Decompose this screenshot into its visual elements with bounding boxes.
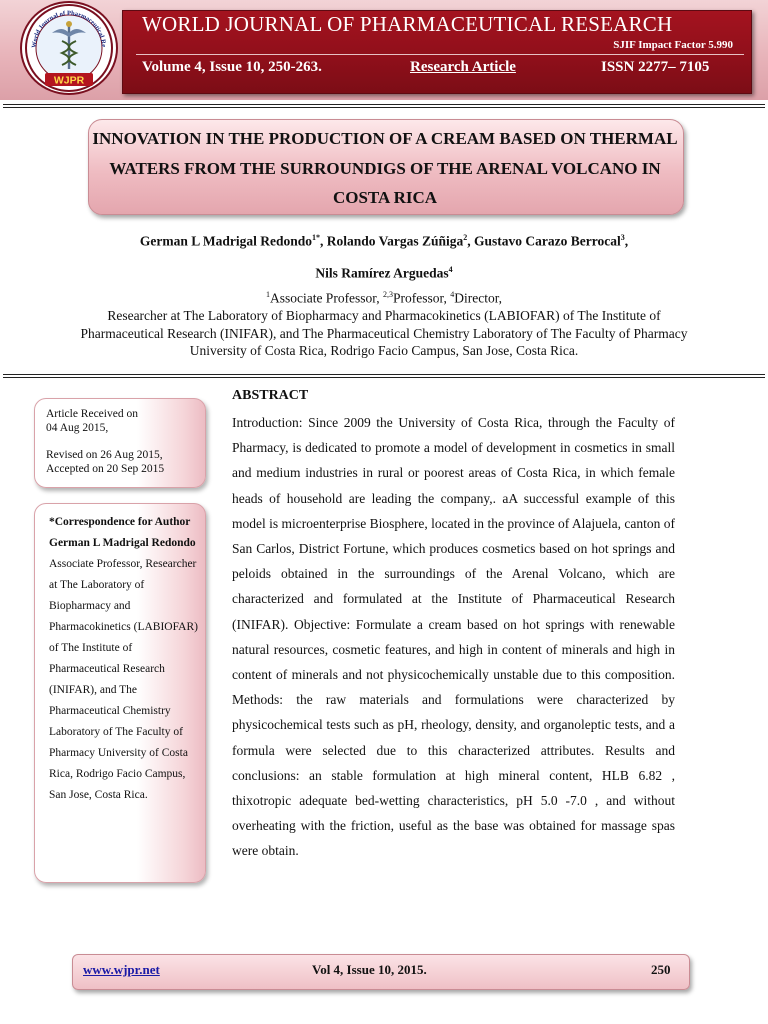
- page-number: 250: [651, 962, 671, 977]
- revised-date: Revised on 26 Aug 2015,: [46, 449, 163, 461]
- affil-sup: 1: [265, 290, 270, 299]
- affil-sup: 2,3: [383, 290, 394, 299]
- journal-website-link[interactable]: www.wjpr.net: [83, 962, 160, 977]
- issn: ISSN 2277– 7105: [601, 59, 710, 75]
- accepted-date: Accepted on 20 Sep 2015: [46, 463, 165, 475]
- journal-logo: [22, 3, 116, 93]
- volume-pages: Volume 4, Issue 10, 250-263.: [142, 59, 322, 75]
- correspondence-name: German L Madrigal Redondo: [49, 537, 196, 549]
- abstract-text: Introduction: Since 2009 the University of Costa Rica, through the Faculty of Pharmacy, is dedicated to promote a model of development in cosmetics in small and medium industries in rural or poorest areas of Costa Rica, in which female heads of household are leading the company,. aA successful example of this model is microenterprise Biosphere, located in the province of Alajuela, canton of San Carlos, District Fortune, which produces cosmetics based on hot springs and peloids obtained in the surroundings of the Arenal Volcano, which are characterized and formulated at the Institute of Pharmaceutical Research (INIFAR). Objective: Formulate a cream based on hot springs with renewable natural resources, cosmetic features, and high in content of minerals and high in content of minerals and not physicochemically unstable due to this composition. Methods: the raw materials and formulations were characterized by physicochemical tests such as pH, rheology, density, and organoleptic tests, and a formula were selected due to this characterized attributes. Results and conclusions: an stable formulation at high mineral content, HLB 6.82 , thixotropic adequate bed-wetting characteristics, pH 5.0 -7.0 , and without overheating with the friction, useful as the base was obtained for massage spas were obtain.: [232, 415, 675, 859]
- correspondence-heading: *Correspondence for Author: [49, 516, 191, 528]
- author-name: Nils Ramírez Arguedas: [315, 265, 449, 280]
- header-rule-top: [3, 104, 765, 105]
- author-sup: 4: [448, 264, 453, 274]
- affil-role: Director,: [454, 290, 503, 306]
- revision-info: [46, 448, 196, 476]
- received-date: 04 Aug 2015,: [46, 422, 109, 434]
- author-name: German L Madrigal Redondo: [139, 233, 312, 249]
- affil-role: Associate Professor,: [269, 290, 384, 306]
- article-type: Research Article: [410, 59, 516, 75]
- correspondence-details: Associate Professor, Researcher at The Laboratory of Biopharmacy and Pharmacokinetics (LABIOFAR) of The Institute of Pharmaceutical Research (INIFAR), and The Pharmaceutical Chemistry Laboratory of The Faculty of Pharmacy University of Costa Rica, Rodrigo Facio Campus, San Jose, Costa Rica.: [49, 558, 198, 801]
- article-title: INNOVATION IN THE PRODUCTION OF A CREAM BASED ON THERMAL WATERS FROM THE SURROUNDIGS OF THE ARENAL VOLCANO IN COSTA RICA: [92, 129, 678, 207]
- header-rule-bottom: [3, 107, 765, 108]
- author-name: Gustavo Carazo Berrocal: [474, 233, 621, 249]
- author-sup: 2: [463, 233, 468, 242]
- author-sup: 1*: [311, 233, 320, 242]
- impact-factor: SJIF Impact Factor 5.990: [613, 39, 733, 51]
- received-info: [46, 407, 196, 435]
- section-rule-top: [3, 374, 765, 375]
- affil-sup: 4: [450, 290, 455, 299]
- affil-role: Professor,: [393, 290, 451, 306]
- abstract-heading: ABSTRACT: [232, 388, 309, 403]
- banner-divider: [136, 54, 744, 55]
- affiliation-text: Researcher at The Laboratory of Biopharmacy and Pharmacokinetics (LABIOFAR) of The Institute of Pharmaceutical Research (INIFAR), and The Pharmaceutical Chemistry Laboratory of The Faculty of Pharmacy University of Costa Rica, Rodrigo Facio Campus, San Jose, Costa Rica.: [80, 308, 688, 358]
- section-rule-bottom: [3, 377, 765, 378]
- logo-ring-text: World Journal of Pharmaceutical Re: [30, 9, 108, 49]
- author-name: Rolando Vargas Zúñiga: [326, 233, 464, 249]
- received-label: Article Received on: [46, 408, 138, 420]
- affiliations: [80, 286, 688, 360]
- correspondence-text: [49, 512, 199, 806]
- footer-issue: Vol 4, Issue 10, 2015.: [312, 962, 427, 977]
- logo-text: WJPR: [53, 74, 85, 87]
- journal-title: WORLD JOURNAL OF PHARMACEUTICAL RESEARCH: [142, 12, 673, 36]
- author-list: German L Madrigal Redondo$^{1*}$, Rolando Vargas Zúñiga$^2$, Gustavo Carazo Berrocal$^3$, Nils Ramírez Arguedas$^4$: [139, 233, 629, 280]
- author-sup: 3: [620, 233, 625, 242]
